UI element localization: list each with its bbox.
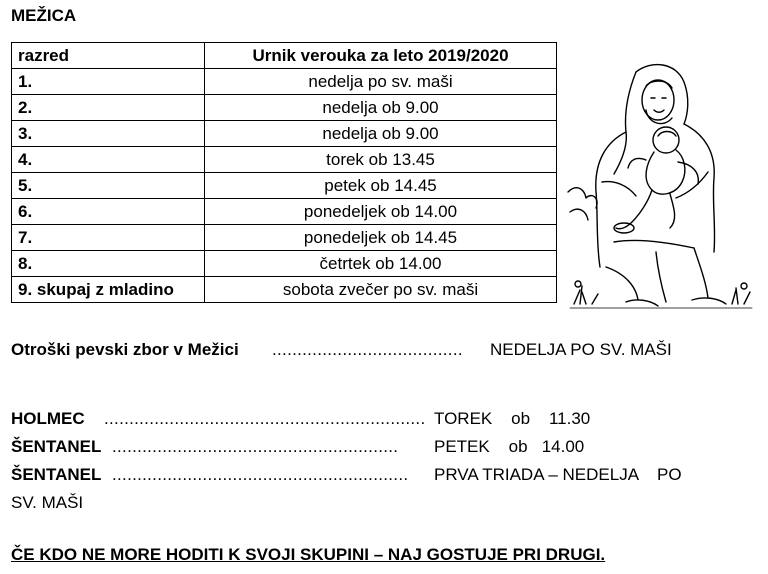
table-header-row: [12, 43, 557, 69]
location-sentanel: ŠENTANEL: [11, 437, 102, 456]
table-row: [12, 95, 557, 121]
grade-cell: 1.: [12, 69, 205, 95]
time-cell: torek ob 13.45: [205, 147, 557, 173]
grade-cell: 3.: [12, 121, 205, 147]
table-row: [12, 277, 557, 303]
grade-cell: 9. skupaj z mladino: [12, 277, 205, 303]
time-cell: sobota zvečer po sv. maši: [205, 277, 557, 303]
time-cell: ponedeljek ob 14.00: [205, 199, 557, 225]
location-time: PRVA TRIADA – NEDELJA PO: [434, 465, 682, 484]
time-cell: nedelja po sv. maši: [205, 69, 557, 95]
grade-cell: 6.: [12, 199, 205, 225]
time-cell: nedelja ob 9.00: [205, 121, 557, 147]
time-cell: četrtek ob 14.00: [205, 251, 557, 277]
grade-cell: 7.: [12, 225, 205, 251]
time-cell: ponedeljek ob 14.45: [205, 225, 557, 251]
grade-cell: 2.: [12, 95, 205, 121]
location-dots: .........................................................: [112, 437, 399, 456]
choir-time: NEDELJA PO SV. MAŠI: [490, 340, 672, 359]
column-header-grade: razred: [12, 43, 205, 69]
grade-cell: 5.: [12, 173, 205, 199]
table-row: [12, 225, 557, 251]
location-dots: ................................................................: [104, 409, 426, 428]
choir-dots: ......................................: [272, 340, 463, 359]
page-title: MEŽICA: [11, 6, 77, 25]
jesus-with-child-icon: [566, 52, 756, 312]
location-dots: ...........................................................: [112, 465, 409, 484]
column-header-schedule: Urnik verouka za leto 2019/2020: [205, 43, 557, 69]
table-row: [12, 147, 557, 173]
footer-note: ČE KDO NE MORE HODITI K SVOJI SKUPINI – NAJ GOSTUJE PRI DRUGI.: [11, 545, 606, 564]
location-sentanel: ŠENTANEL: [11, 465, 102, 484]
choir-label: Otroški pevski zbor v Mežici: [11, 340, 239, 359]
schedule-table: [11, 42, 557, 303]
table-row: [12, 251, 557, 277]
time-cell: nedelja ob 9.00: [205, 95, 557, 121]
time-cell: petek ob 14.45: [205, 173, 557, 199]
table-row: [12, 69, 557, 95]
table-row: [12, 173, 557, 199]
table-row: [12, 121, 557, 147]
table-row: [12, 199, 557, 225]
location-time: TOREK ob 11.30: [434, 409, 591, 428]
grade-cell: 4.: [12, 147, 205, 173]
location-time-continuation: SV. MAŠI: [11, 493, 84, 512]
grade-cell: 8.: [12, 251, 205, 277]
location-time: PETEK ob 14.00: [434, 437, 585, 456]
location-holmec: HOLMEC: [11, 409, 85, 428]
